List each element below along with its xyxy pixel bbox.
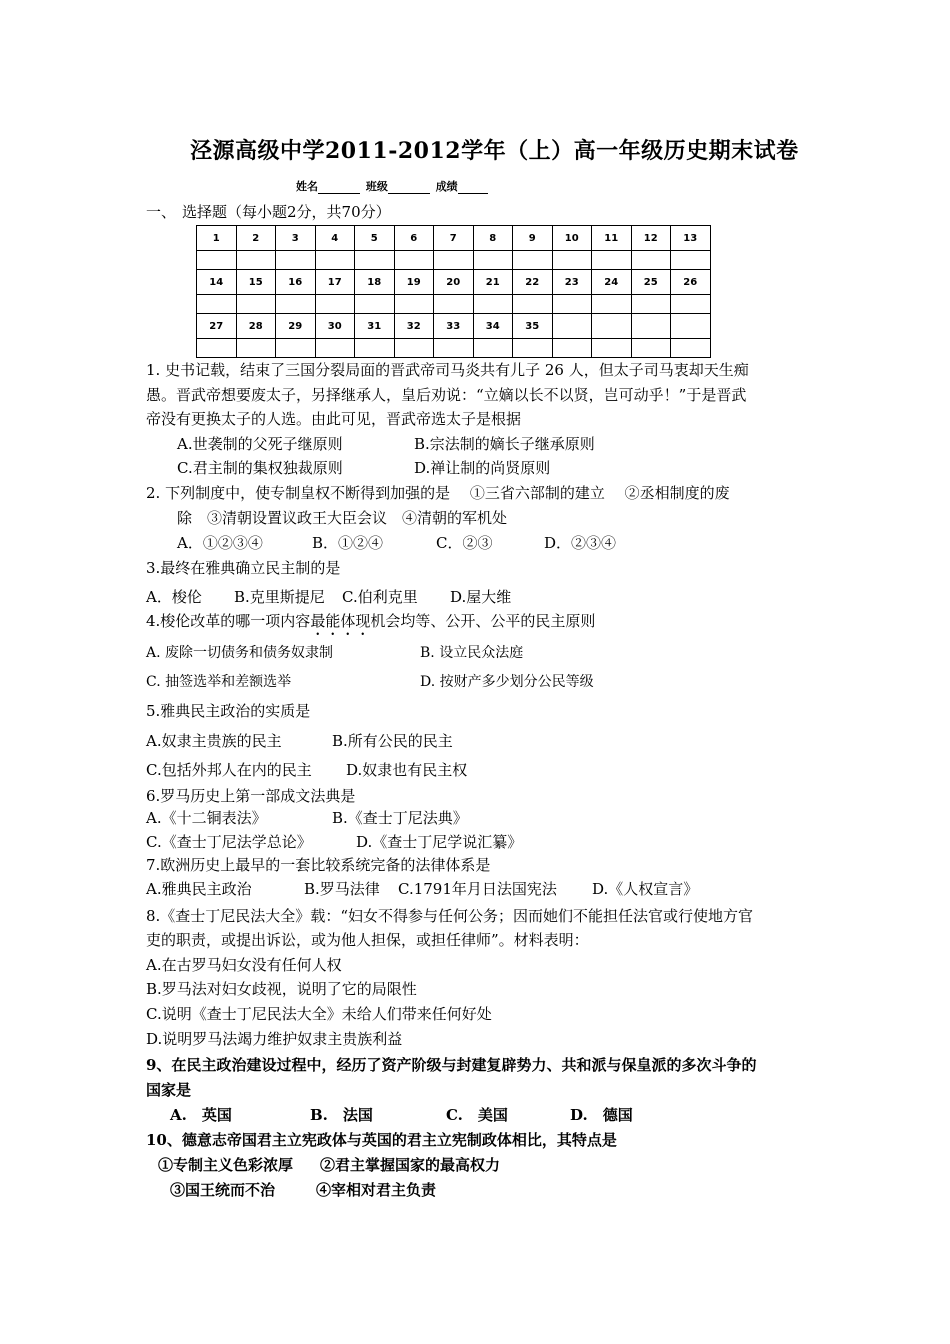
q5-option-b: B.所有公民的民主 (332, 732, 453, 750)
answer-blank-cell[interactable] (631, 251, 671, 270)
q9-line: 国家是 (146, 1081, 192, 1099)
section-title: 选择题（每小题2分，共70分） (182, 203, 391, 221)
q4-stem-emphasis: 最能体现 (310, 612, 371, 630)
q7-option-b: B.罗马法律 (304, 880, 380, 898)
answer-blank-cell[interactable] (552, 251, 592, 270)
q4-stem (146, 609, 595, 639)
answer-number-cell: 14 (197, 270, 237, 295)
answer-blank-row (197, 251, 711, 270)
q10-option-2: ②君主掌握国家的最高权力 (320, 1156, 501, 1174)
q3-option-c: C.伯利克里 (342, 588, 418, 606)
q9-option-b: B. 法国 (310, 1106, 373, 1124)
answer-blank-cell[interactable] (671, 295, 711, 314)
answer-blank-cell[interactable] (394, 339, 434, 358)
answer-number-row (197, 314, 711, 339)
answer-blank-cell[interactable] (473, 339, 513, 358)
answer-blank-cell[interactable] (315, 295, 355, 314)
q9-line: 9、在民主政治建设过程中，经历了资产阶级与封建复辟势力、共和派与保皇派的多次斗争的 (146, 1056, 757, 1074)
answer-blank-cell[interactable] (434, 295, 474, 314)
answer-number-cell: 13 (671, 226, 711, 251)
name-blank (318, 183, 360, 194)
answer-number-cell: 20 (434, 270, 474, 295)
answer-number-row (197, 226, 711, 251)
answer-number-cell: 4 (315, 226, 355, 251)
q7-option-a: A.雅典民主政治 (146, 880, 252, 898)
answer-blank-cell[interactable] (276, 295, 316, 314)
answer-number-cell: 12 (631, 226, 671, 251)
name-label: 姓名 (296, 180, 318, 193)
answer-number-cell: 23 (552, 270, 592, 295)
answer-number-cell: 21 (473, 270, 513, 295)
q7-option-d: D.《人权宣言》 (592, 880, 699, 898)
answer-blank-cell[interactable] (197, 295, 237, 314)
answer-blank-cell[interactable] (434, 339, 474, 358)
answer-number-cell: 19 (394, 270, 434, 295)
answer-blank-cell[interactable] (355, 339, 395, 358)
q1-option-b: B.宗法制的嫡长子继承原则 (414, 435, 595, 453)
answer-blank-cell[interactable] (631, 339, 671, 358)
answer-number-cell: 8 (473, 226, 513, 251)
answer-number-cell (552, 314, 592, 339)
answer-blank-cell[interactable] (552, 339, 592, 358)
q5-stem: 5.雅典民主政治的实质是 (146, 702, 311, 720)
q6-stem: 6.罗马历史上第一部成文法典是 (146, 787, 356, 805)
score-blank (458, 183, 488, 194)
q3-option-b: B.克里斯提尼 (234, 588, 325, 606)
answer-blank-cell[interactable] (513, 295, 553, 314)
q8-option-d: D.说明罗马法竭力维护奴隶主贵族利益 (146, 1030, 403, 1048)
q4-option-c: C. 抽签选举和差额选举 (146, 674, 292, 690)
page-title: 泾源高级中学2011-2012学年（上）高一年级历史期末试卷 (190, 138, 799, 164)
answer-number-row (197, 270, 711, 295)
answer-number-cell: 27 (197, 314, 237, 339)
q2-line: 2. 下列制度中，使专制皇权不断得到加强的是 ①三省六部制的建立 ②丞相制度的废 (146, 484, 730, 502)
answer-number-cell: 1 (197, 226, 237, 251)
q1-line: 愚。晋武帝想要废太子，另择继承人，皇后劝说：“立嫡以长不以贤，岂可动乎！”于是晋武 (146, 386, 747, 404)
q6-option-a: A.《十二铜表法》 (146, 809, 267, 827)
answer-number-cell (671, 314, 711, 339)
answer-number-cell: 3 (276, 226, 316, 251)
answer-blank-row (197, 295, 711, 314)
answer-number-cell: 11 (592, 226, 632, 251)
answer-blank-cell[interactable] (276, 251, 316, 270)
answer-number-cell: 6 (394, 226, 434, 251)
answer-blank-cell[interactable] (197, 339, 237, 358)
answer-blank-cell[interactable] (671, 339, 711, 358)
q1-line: 帝没有更换太子的人选。由此可见，晋武帝选太子是根据 (146, 410, 522, 428)
q5-option-c: C.包括外邦人在内的民主 (146, 761, 312, 779)
q6-option-d: D.《查士丁尼学说汇纂》 (356, 833, 523, 851)
answer-number-cell: 16 (276, 270, 316, 295)
q7-stem: 7.欧洲历史上最早的一套比较系统完备的法律体系是 (146, 856, 491, 874)
q7-option-c: C.1791年月日法国宪法 (398, 880, 557, 898)
answer-number-cell (631, 314, 671, 339)
q10-option-1: ①专制主义色彩浓厚 (158, 1156, 294, 1174)
answer-blank-cell[interactable] (552, 295, 592, 314)
answer-blank-cell[interactable] (592, 295, 632, 314)
q1-option-c: C.君主制的集权独裁原则 (177, 459, 343, 477)
answer-blank-cell[interactable] (315, 251, 355, 270)
answer-blank-cell[interactable] (394, 295, 434, 314)
q10-stem: 10、德意志帝国君主立宪政体与英国的君主立宪制政体相比，其特点是 (146, 1131, 617, 1149)
answer-blank-cell[interactable] (592, 251, 632, 270)
q9-option-c: C. 美国 (446, 1106, 508, 1124)
answer-blank-cell[interactable] (197, 251, 237, 270)
q8-option-a: A.在古罗马妇女没有任何人权 (146, 956, 342, 974)
q10-option-4: ④宰相对君主负责 (316, 1181, 437, 1199)
q9-option-a: A. 英国 (170, 1106, 232, 1124)
q6-option-b: B.《查士丁尼法典》 (332, 809, 468, 827)
q2-option-a: A．①②③④ (177, 534, 263, 552)
q8-line: 吏的职责，或提出诉讼，或为他人担保，或担任律师”。材料表明： (146, 931, 589, 949)
answer-number-cell: 17 (315, 270, 355, 295)
answer-number-cell: 29 (276, 314, 316, 339)
class-label: 班级 (365, 180, 388, 193)
answer-blank-cell[interactable] (434, 251, 474, 270)
q9-option-d: D. 德国 (570, 1106, 633, 1124)
q3-option-d: D.屋大维 (450, 588, 512, 606)
answer-number-cell: 28 (236, 314, 276, 339)
answer-number-cell: 2 (236, 226, 276, 251)
q5-option-d: D.奴隶也有民主权 (346, 761, 468, 779)
answer-blank-cell[interactable] (473, 295, 513, 314)
answer-number-cell (592, 314, 632, 339)
answer-number-cell: 32 (394, 314, 434, 339)
q1-option-d: D.禅让制的尚贤原则 (414, 459, 551, 477)
answer-number-cell: 18 (355, 270, 395, 295)
answer-number-cell: 22 (513, 270, 553, 295)
answer-number-cell: 7 (434, 226, 474, 251)
answer-number-cell: 15 (236, 270, 276, 295)
q4-stem-post: 机会均等、公开、公平的民主原则 (370, 612, 596, 630)
q3-stem: 3.最终在雅典确立民主制的是 (146, 559, 341, 577)
q2-line: 除 ③清朝设置议政王大臣会议 ④清朝的军机处 (177, 509, 508, 527)
q1-option-a: A.世袭制的父死子继原则 (177, 435, 343, 453)
score-label: 成绩 (435, 180, 458, 193)
answer-blank-cell[interactable] (236, 251, 276, 270)
answer-blank-cell[interactable] (236, 339, 276, 358)
q4-option-a: A. 废除一切债务和债务奴隶制 (146, 645, 334, 661)
answer-blank-cell[interactable] (671, 251, 711, 270)
answer-number-cell: 5 (355, 226, 395, 251)
q2-option-d: D．②③④ (544, 534, 617, 552)
answer-number-cell: 34 (473, 314, 513, 339)
answer-blank-cell[interactable] (513, 339, 553, 358)
q5-option-a: A.奴隶主贵族的民主 (146, 732, 282, 750)
q1-line: 1. 史书记载，结束了三国分裂局面的晋武帝司马炎共有儿子 26 人，但太子司马衷却天生痴 (146, 361, 749, 379)
section-heading (146, 201, 391, 222)
answer-table (196, 225, 711, 358)
q8-option-c: C.说明《查士丁尼民法大全》未给人们带来任何好处 (146, 1005, 492, 1023)
answer-number-cell: 24 (592, 270, 632, 295)
q3-option-a: A．梭伦 (146, 588, 202, 606)
answer-blank-cell[interactable] (513, 251, 553, 270)
answer-blank-cell[interactable] (394, 251, 434, 270)
answer-blank-cell[interactable] (276, 339, 316, 358)
answer-blank-cell[interactable] (355, 251, 395, 270)
q2-option-c: C．②③ (436, 534, 493, 552)
q2-option-b: B．①②④ (312, 534, 384, 552)
q4-stem-pre: 4.梭伦改革的哪一项内容 (146, 612, 311, 630)
q10-option-3: ③国王统而不治 (170, 1181, 276, 1199)
section-number: 一、 (146, 203, 177, 221)
answer-number-cell: 9 (513, 226, 553, 251)
answer-number-cell: 10 (552, 226, 592, 251)
answer-blank-cell[interactable] (355, 295, 395, 314)
answer-number-cell: 31 (355, 314, 395, 339)
q4-option-b: B. 设立民众法庭 (420, 645, 524, 661)
student-info (296, 178, 490, 194)
answer-number-cell: 25 (631, 270, 671, 295)
answer-blank-row (197, 339, 711, 358)
answer-blank-cell[interactable] (473, 251, 513, 270)
q8-option-b: B.罗马法对妇女歧视，说明了它的局限性 (146, 980, 417, 998)
answer-blank-cell[interactable] (315, 339, 355, 358)
answer-blank-cell[interactable] (631, 295, 671, 314)
answer-blank-cell[interactable] (236, 295, 276, 314)
answer-number-cell: 26 (671, 270, 711, 295)
answer-number-cell: 30 (315, 314, 355, 339)
q4-option-d: D. 按财产多少划分公民等级 (420, 674, 594, 690)
q6-option-c: C.《查士丁尼法学总论》 (146, 833, 312, 851)
answer-number-cell: 35 (513, 314, 553, 339)
answer-blank-cell[interactable] (592, 339, 632, 358)
class-blank (388, 183, 430, 194)
answer-number-cell: 33 (434, 314, 474, 339)
q8-line: 8.《查士丁尼民法大全》载：“妇女不得参与任何公务；因而她们不能担任法官或行使地方官 (146, 907, 753, 925)
